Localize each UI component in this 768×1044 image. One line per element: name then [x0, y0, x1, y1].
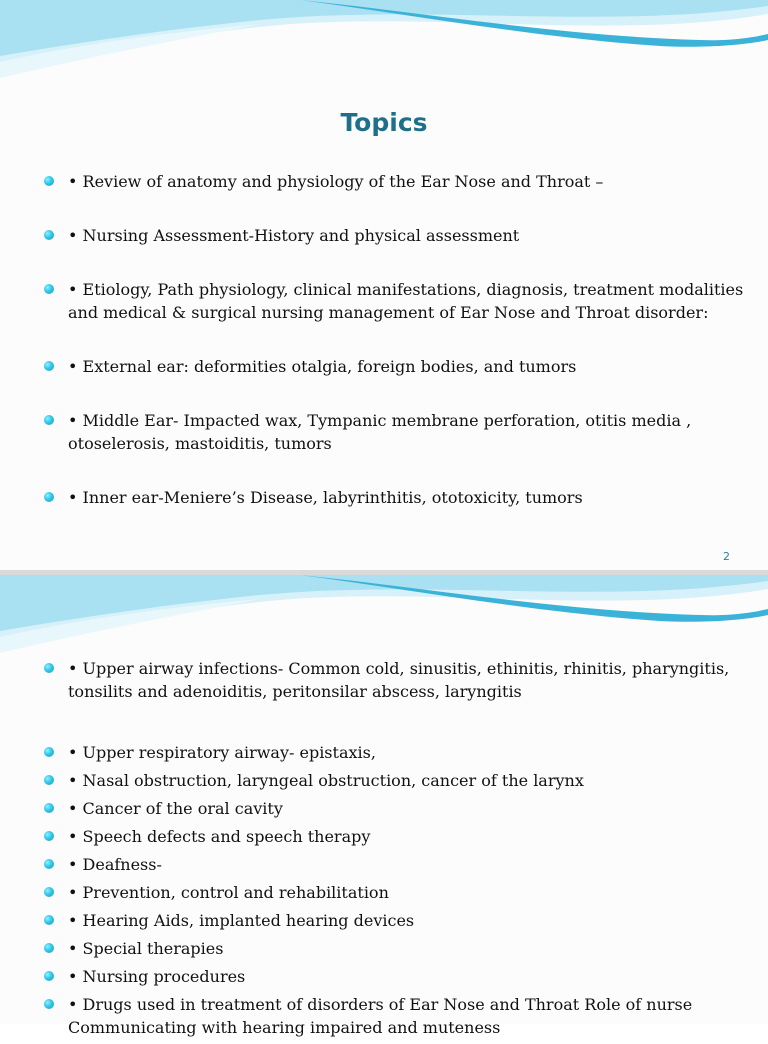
list-item: • Cancer of the oral cavity [44, 797, 744, 820]
list-item: • Nursing procedures [44, 965, 744, 988]
bullet-icon [44, 831, 54, 841]
list-item: • Nasal obstruction, laryngeal obstruction, cancer of the larynx [44, 769, 744, 792]
list-item: • Upper airway infections- Common cold, sinusitis, ethinitis, rhinitis, pharyngitis, tonsilits and adenoiditis, peritonsilar abscess, laryngitis [44, 657, 744, 703]
bullet-icon [44, 284, 54, 294]
list-item: • Upper respiratory airway- epistaxis, [44, 741, 744, 764]
slide-title: Topics [340, 108, 428, 137]
header-wave-decoration [0, 0, 768, 90]
bullet-icon [44, 176, 54, 186]
bullet-icon [44, 943, 54, 953]
bullet-icon [44, 859, 54, 869]
list-item: • Special therapies [44, 937, 744, 960]
list-item: • Speech defects and speech therapy [44, 825, 744, 848]
bullet-icon [44, 915, 54, 925]
list-item: • Drugs used in treatment of disorders of Ear Nose and Throat Role of nurse Communicating with hearing impaired and muteness [44, 993, 744, 1039]
list-item: • External ear: deformities otalgia, foreign bodies, and tumors [44, 355, 744, 378]
bullet-icon [44, 415, 54, 425]
list-item: • Review of anatomy and physiology of the Ear Nose and Throat – [44, 170, 744, 193]
list-item: • Prevention, control and rehabilitation [44, 881, 744, 904]
topics-list [44, 170, 744, 540]
bullet-icon [44, 803, 54, 813]
header-wave-decoration [0, 575, 768, 665]
list-item: • Middle Ear- Impacted wax, Tympanic membrane perforation, otitis media , otoselerosis, mastoiditis, tumors [44, 409, 744, 455]
list-item: • Inner ear-Meniere’s Disease, labyrinthitis, ototoxicity, tumors [44, 486, 744, 509]
bullet-icon [44, 492, 54, 502]
slide-2 [0, 575, 768, 1037]
bullet-icon [44, 663, 54, 673]
bullet-icon [44, 361, 54, 371]
list-item: • Nursing Assessment-History and physical assessment [44, 224, 744, 247]
bullet-icon [44, 230, 54, 240]
list-item: • Hearing Aids, implanted hearing devices [44, 909, 744, 932]
topics-list-continued [44, 741, 744, 1044]
bullet-icon [44, 971, 54, 981]
slide-page-number: 2 [723, 550, 730, 563]
bullet-icon [44, 999, 54, 1009]
bullet-icon [44, 775, 54, 785]
bullet-icon [44, 747, 54, 757]
bullet-icon [44, 887, 54, 897]
airway-list [44, 657, 744, 703]
list-item: • Deafness- [44, 853, 744, 876]
list-item: • Etiology, Path physiology, clinical manifestations, diagnosis, treatment modalities and medical & surgical nursing management of Ear Nose and Throat disorder: [44, 278, 744, 324]
